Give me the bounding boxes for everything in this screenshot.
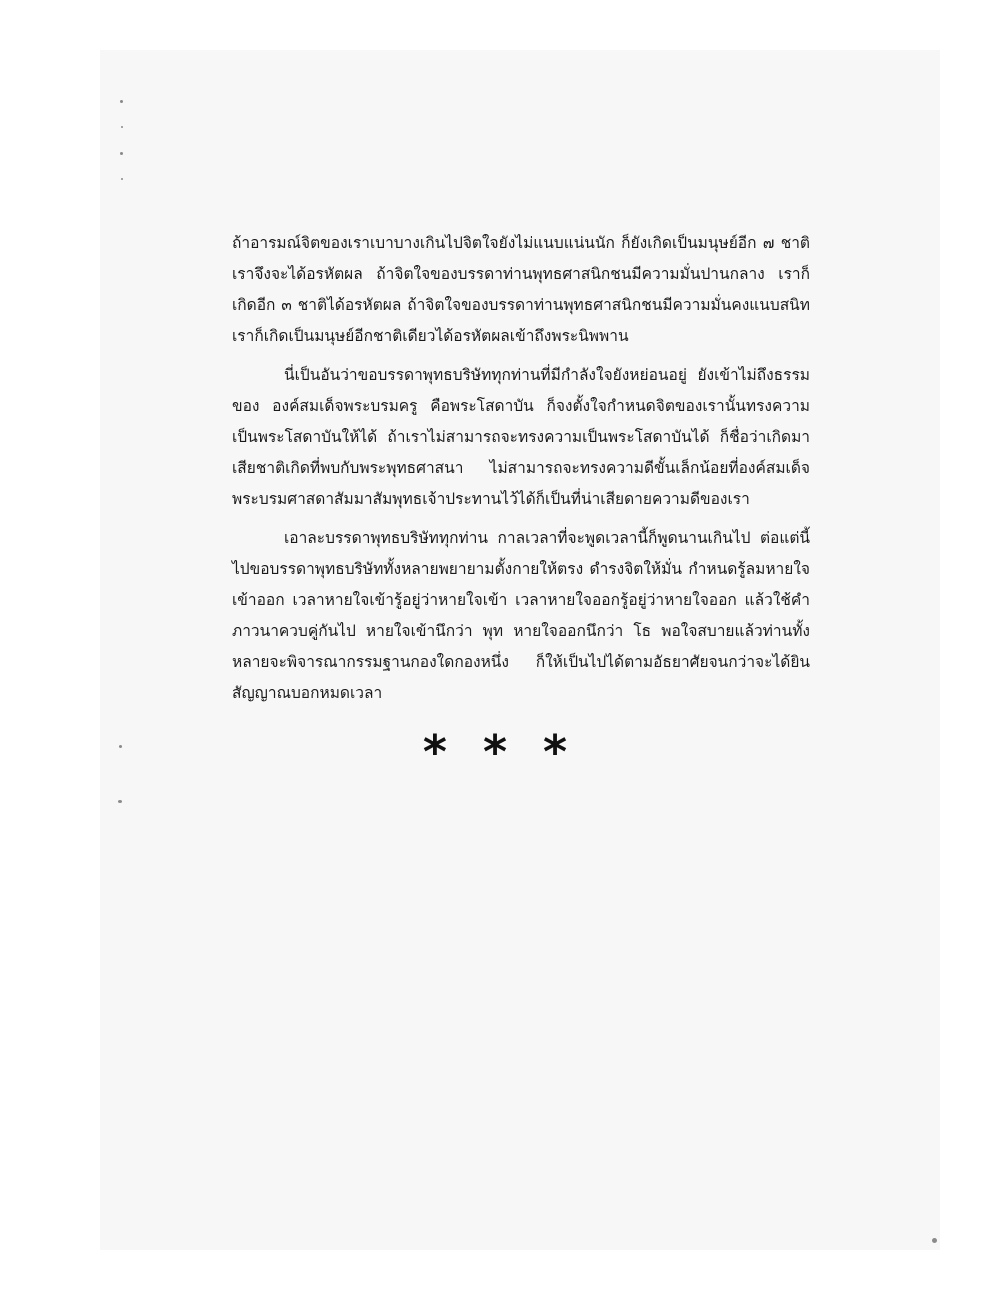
scan-speck	[118, 800, 122, 803]
scan-speck	[120, 152, 123, 155]
scan-speck	[121, 178, 123, 180]
scan-speck	[121, 126, 123, 128]
scan-speck	[120, 100, 123, 103]
paragraph-1: ถ้าอารมณ์จิตของเราเบาบางเกินไปจิตใจยังไม่แนบแน่นนัก ก็ยังเกิดเป็นมนุษย์อีก ๗ ชาติ เราจึงจะได้อรหัตผล ถ้าจิตใจของบรรดาท่านพุทธศาสนิกชนมีความมั่นปานกลาง เราก็เกิดอีก ๓ ชาติได้อรหัตผล ถ้าจิตใจของบรรดาท่านพุทธศาสนิกชนมีความมั่นคงแนบสนิท เราก็เกิดเป็นมนุษย์อีกชาติเดียวได้อรหัตผลเข้าถึงพระนิพพาน	[232, 234, 810, 345]
paragraph-3: เอาละบรรดาพุทธบริษัททุกท่าน กาลเวลาที่จะพูดเวลานี้ก็พูดนานเกินไป ต่อแต่นี้ไปขอบรรดาพุทธบริษัททั้งหลายพยายามตั้งกายให้ตรง ดำรงจิตให้มั่น กำหนดรู้ลมหายใจเข้าออก เวลาหายใจเข้ารู้อยู่ว่าหายใจเข้า เวลาหายใจออกรู้อยู่ว่าหายใจออก แล้วใช้คำภาวนาควบคู่กันไป หายใจเข้านึกว่า พุท หายใจออกนึกว่า โธ พอใจสบายแล้วท่านทั้งหลายจะพิจารณากรรมฐานกองใดกองหนึ่ง ก็ให้เป็นไปได้ตามอัธยาศัยจนกว่าจะได้ยินสัญญาณบอกหมดเวลา	[232, 529, 810, 702]
body-text	[232, 228, 810, 717]
paragraph-2: นี่เป็นอันว่าขอบรรดาพุทธบริษัททุกท่านที่มีกำลังใจยังหย่อนอยู่ ยังเข้าไม่ถึงธรรมของ องค์สมเด็จพระบรมครู คือพระโสดาบัน ก็จงตั้งใจกำหนดจิตของเรานั้นทรงความเป็นพระโสดาบันให้ได้ ถ้าเราไม่สามารถจะทรงความเป็นพระโสดาบันได้ ก็ชื่อว่าเกิดมาเสียชาติเกิดที่พบกับพระพุทธศาสนา ไม่สามารถจะทรงความดีขั้นเล็กน้อยที่องค์สมเด็จพระบรมศาสดาสัมมาสัมพุทธเจ้าประทานไว้ได้ก็เป็นที่น่าเสียดายความดีของเรา	[232, 366, 810, 508]
section-separator: * * *	[422, 725, 578, 779]
scan-speck	[932, 1238, 937, 1243]
